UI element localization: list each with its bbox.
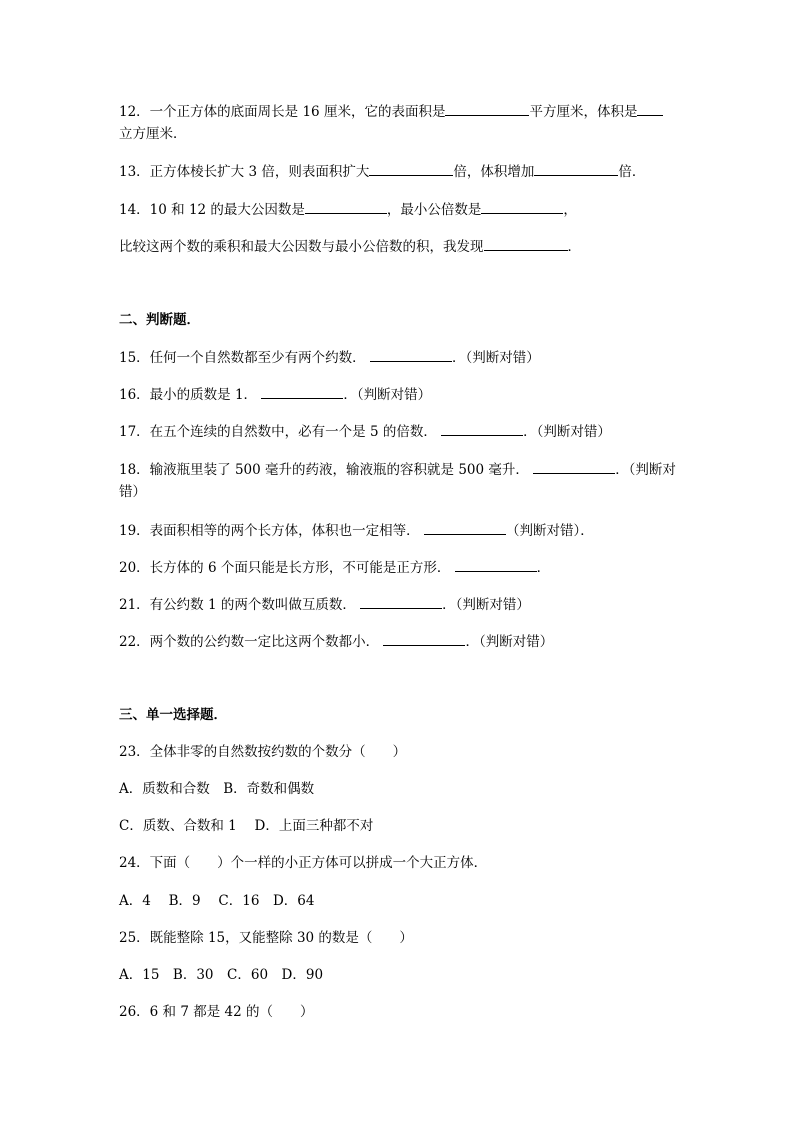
q17-text: 17．在五个连续的自然数中，必有一个是 5 的倍数． <box>119 424 437 440</box>
question-26: 26．6 和 7 都是 42 的（ ） <box>119 1004 314 1020</box>
q20-text-suffix: ． <box>536 560 551 576</box>
question-14 <box>119 199 577 219</box>
q20-text: 20．长方体的 6 个面只能是长方形，不可能是正方形． <box>119 560 451 576</box>
q21-text: 21．有公约数 1 的两个数叫做互质数． <box>119 597 356 613</box>
q14-answer-blank-3[interactable] <box>484 236 568 251</box>
q15-text: 15．任何一个自然数都至少有两个约数． <box>119 350 366 366</box>
q12-answer-blank-2[interactable] <box>637 101 663 116</box>
question-18-cont <box>119 483 146 501</box>
question-16 <box>119 384 431 404</box>
q15-text-suffix: ．（判断对错） <box>451 350 540 366</box>
section-3-title: 三、单一选择题． <box>119 707 227 723</box>
question-24-options: A．4 B．9 C．16 D．64 <box>119 893 315 909</box>
q22-text-suffix: ．（判断对错） <box>465 634 554 650</box>
q12-text-cont: 立方厘米． <box>119 126 187 142</box>
q14-text-suffix: ， <box>563 202 577 218</box>
question-20 <box>119 557 550 577</box>
question-25: 25．既能整除 15，又能整除 30 的数是（ ） <box>119 930 413 946</box>
question-19 <box>119 520 594 540</box>
q17-answer-blank[interactable] <box>441 421 523 436</box>
question-23-options-2: C．质数、合数和 1 D．上面三种都不对 <box>119 818 374 834</box>
q19-answer-blank[interactable] <box>424 520 506 535</box>
q20-answer-blank[interactable] <box>455 557 537 572</box>
q14-answer-blank-1[interactable] <box>305 199 387 214</box>
q13-text-suffix: 倍． <box>618 164 646 180</box>
question-12 <box>119 101 663 121</box>
question-24: 24．下面（ ）个一样的小正方体可以拼成一个大正方体． <box>119 855 488 871</box>
q19-text-suffix: （判断对错）． <box>505 523 594 539</box>
q18-text-suffix: ．（判断对 <box>615 462 676 478</box>
q14-text: 14．10 和 12 的最大公因数是 <box>119 202 305 218</box>
question-17 <box>119 421 611 441</box>
section-2-title: 二、判断题． <box>119 312 200 328</box>
q21-text-suffix: ．（判断对错） <box>442 597 530 613</box>
q17-text-suffix: ．（判断对错） <box>523 424 611 440</box>
q13-text-mid: 倍，体积增加 <box>453 164 535 180</box>
q14-text-mid: ，最小公倍数是 <box>386 202 482 218</box>
q16-text: 16．最小的质数是 1． <box>119 387 258 403</box>
question-23: 23．全体非零的自然数按约数的个数分（ ） <box>119 744 407 760</box>
question-14-cont <box>119 236 581 256</box>
q12-text: 12．一个正方体的底面周长是 16 厘米，它的表面积是 <box>119 104 446 120</box>
question-23-options-1: A．质数和合数 B．奇数和偶数 <box>119 781 315 797</box>
q13-answer-blank-2[interactable] <box>534 161 618 176</box>
q14-answer-blank-2[interactable] <box>481 199 563 214</box>
question-25-options: A．15 B．30 C．60 D．90 <box>119 967 324 983</box>
q13-answer-blank-1[interactable] <box>369 161 453 176</box>
q15-answer-blank[interactable] <box>370 347 452 362</box>
question-12-cont <box>119 125 187 143</box>
q18-answer-blank[interactable] <box>533 459 615 474</box>
question-15 <box>119 347 540 367</box>
q18-text-cont: 错） <box>119 484 146 500</box>
q18-text: 18．输液瓶里装了 500 毫升的药液，输液瓶的容积就是 500 毫升． <box>119 462 529 478</box>
q16-answer-blank[interactable] <box>261 384 343 399</box>
question-22 <box>119 631 553 651</box>
q19-text: 19．表面积相等的两个长方体，体积也一定相等． <box>119 523 420 539</box>
q22-text: 22．两个数的公约数一定比这两个数都小． <box>119 634 380 650</box>
question-21 <box>119 594 530 614</box>
q21-answer-blank[interactable] <box>360 594 442 609</box>
q12-text-mid: 平方厘米，体积是 <box>529 104 638 120</box>
q13-text: 13．正方体棱长扩大 3 倍，则表面积扩大 <box>119 164 370 180</box>
q22-answer-blank[interactable] <box>383 631 465 646</box>
q16-text-suffix: ．（判断对错） <box>343 387 432 403</box>
question-18 <box>119 459 676 479</box>
question-13 <box>119 161 645 181</box>
q14-text-cont: 比较这两个数的乘积和最大公因数与最小公倍数的积，我发现 <box>119 239 484 255</box>
q12-answer-blank-1[interactable] <box>445 101 529 116</box>
q14-text-cont-suffix: ． <box>567 239 581 255</box>
